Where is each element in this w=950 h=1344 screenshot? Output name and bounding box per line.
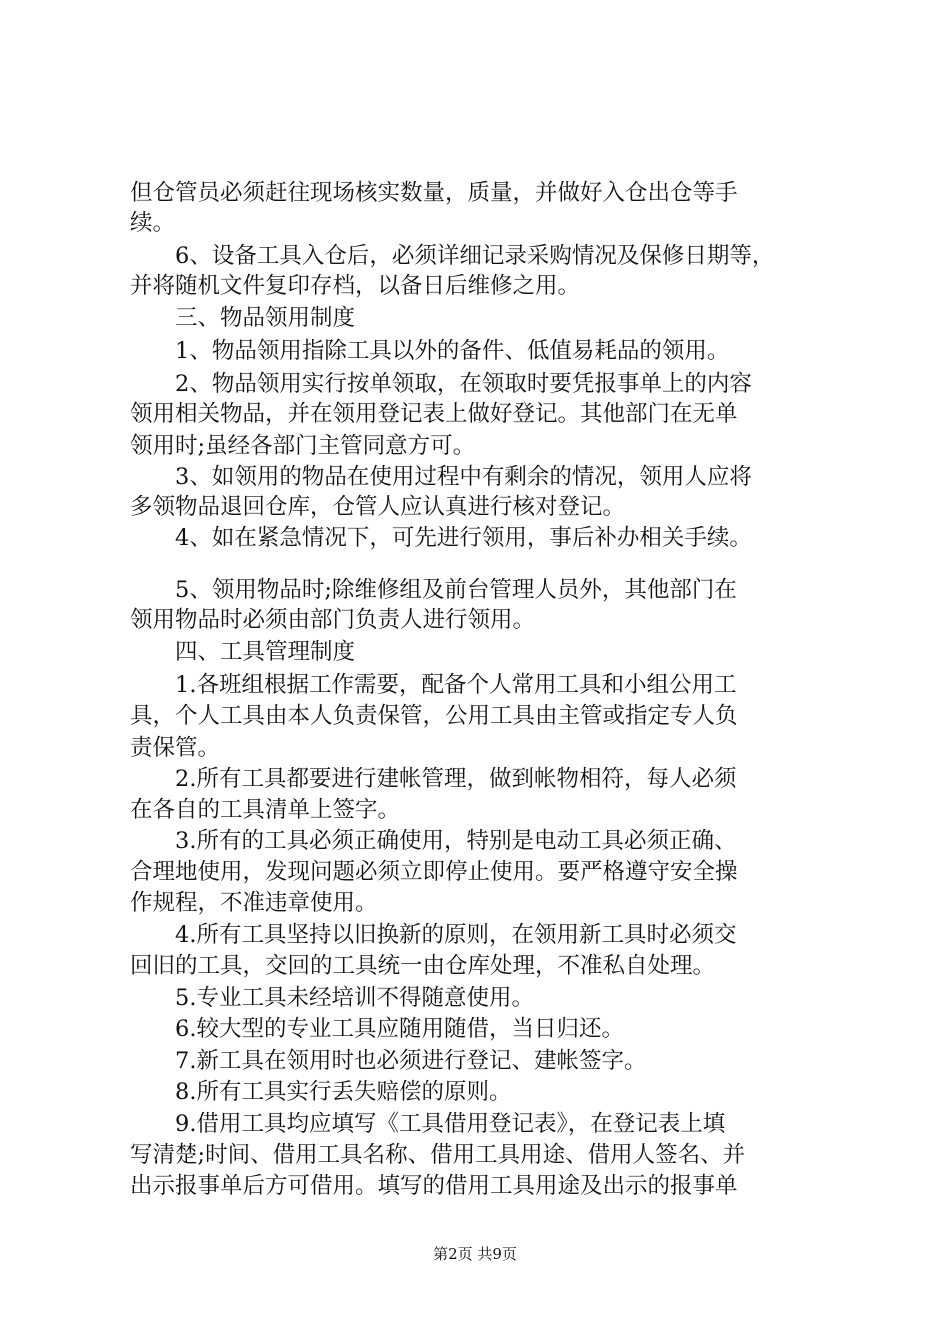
- text-line: 2.所有工具都要进行建帐管理，做到帐物相符，每人必须: [175, 766, 737, 792]
- text-line: 四、工具管理制度: [175, 639, 356, 665]
- text-line: 1.各班组根据工作需要，配备个人常用工具和小组公用工: [175, 672, 737, 698]
- text-line: 多领物品退回仓库，仓管人应认真进行核对登记。: [130, 494, 626, 520]
- text-line: 写清楚;时间、借用工具名称、借用工具用途、借用人签名、并: [130, 1142, 746, 1168]
- text-line: 领用时;虽经各部门主管同意方可。: [130, 433, 476, 459]
- text-line: 但仓管员必须赶往现场核实数量，质量，并做好入仓出仓等手: [130, 180, 738, 206]
- page-footer: 第2页 共9页: [433, 1245, 517, 1263]
- text-line: 6、设备工具入仓后，必须详细记录采购情况及保修日期等，: [175, 243, 775, 269]
- text-line: 领用物品时必须由部门负责人进行领用。: [130, 607, 536, 633]
- text-line: 回旧的工具，交回的工具统一由仓库处理，不准私自处理。: [130, 953, 716, 979]
- text-line: 具，个人工具由本人负责保管，公用工具由主管或指定专人负: [130, 703, 738, 729]
- text-line: 4.所有工具坚持以旧换新的原则，在领用新工具时必须交: [175, 922, 737, 948]
- text-line: 7.新工具在领用时也必须进行登记、建帐签字。: [175, 1048, 647, 1074]
- text-line: 8.所有工具实行丢失赔偿的原则。: [175, 1079, 512, 1105]
- text-line: 5.专业工具未经培训不得随意使用。: [175, 985, 534, 1011]
- text-line: 3、如领用的物品在使用过程中有剩余的情况，领用人应将: [175, 464, 752, 490]
- text-line: 1、物品领用指除工具以外的备件、低值易耗品的领用。: [175, 338, 730, 364]
- text-line: 合理地使用，发现问题必须立即停止使用。要严格遵守安全操: [130, 859, 738, 885]
- text-line: 4、如在紧急情况下，可先进行领用，事后补办相关手续。: [175, 525, 752, 551]
- text-line: 三、物品领用制度: [175, 305, 356, 331]
- text-line: 5、领用物品时;除维修组及前台管理人员外，其他部门在: [175, 577, 737, 603]
- text-line: 并将随机文件复印存档，以备日后维修之用。: [130, 273, 581, 299]
- text-line: 作规程，不准违章使用。: [130, 890, 378, 916]
- text-line: 6.较大型的专业工具应随用随借，当日归还。: [175, 1016, 624, 1042]
- text-line: 9.借用工具均应填写《工具借用登记表》，在登记表上填: [175, 1111, 726, 1137]
- text-line: 领用相关物品，并在领用登记表上做好登记。其他部门在无单: [130, 401, 738, 427]
- text-line: 责保管。: [130, 735, 221, 761]
- text-line: 在各自的工具清单上签字。: [130, 797, 401, 823]
- text-line: 2、物品领用实行按单领取，在领取时要凭报事单上的内容: [175, 371, 752, 397]
- text-line: 3.所有的工具必须正确使用，特别是电动工具必须正确、: [175, 828, 737, 854]
- text-line: 续。: [130, 210, 176, 236]
- text-line: 出示报事单后方可借用。填写的借用工具用途及出示的报事单: [130, 1173, 738, 1199]
